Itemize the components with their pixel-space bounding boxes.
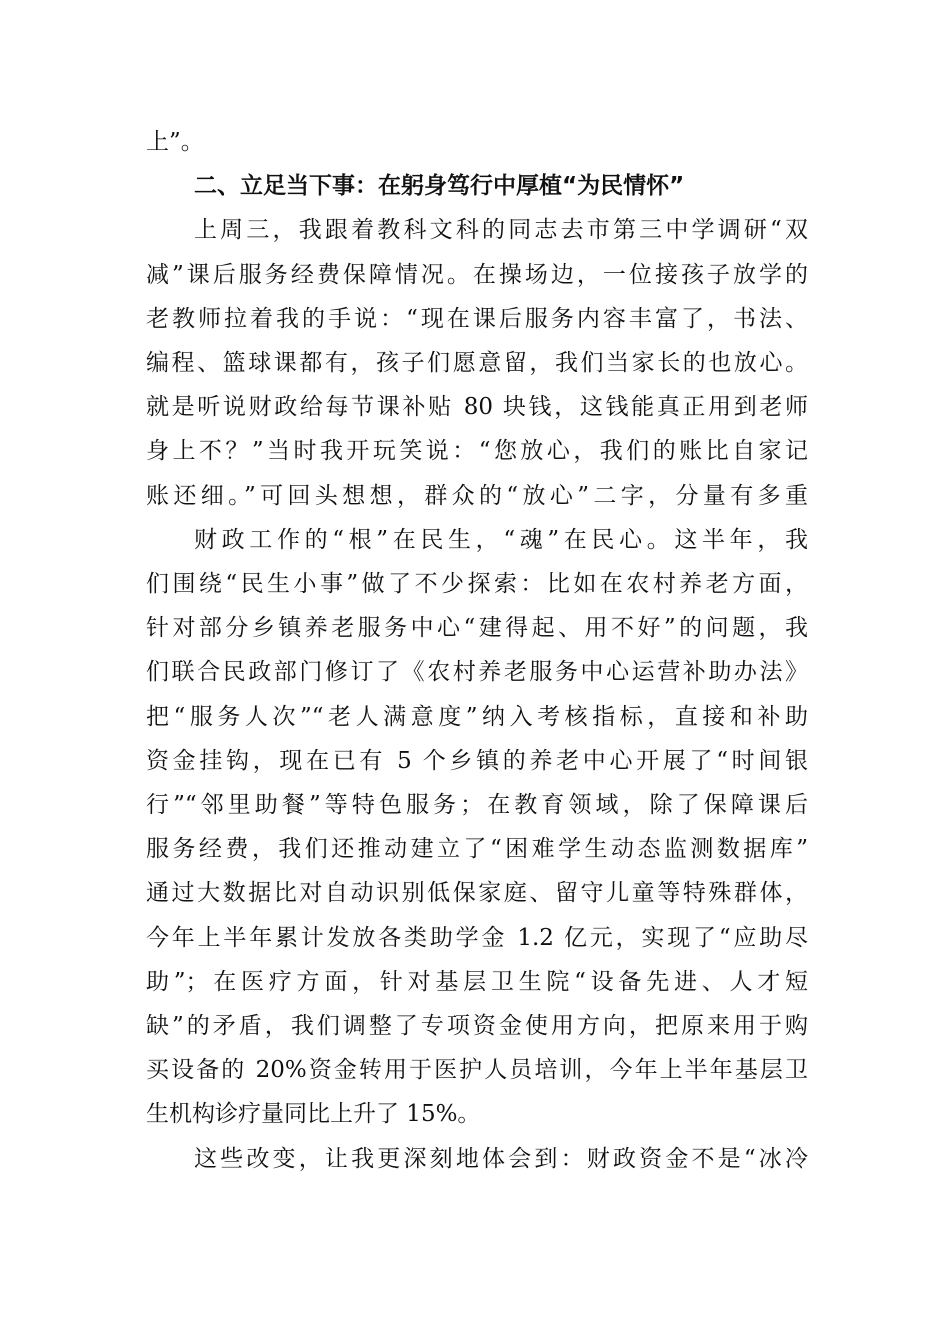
text-line: 把“服务人次”“老人满意度”纳入考核指标，直接和补助 [146,703,808,730]
text-line: 就是听说财政给每节课补贴 80 块钱，这钱能真正用到老师 [146,394,808,421]
text-line: 服务经费，我们还推动建立了“困难学生动态监测数据库” [146,836,808,863]
text-line: 缺”的矛盾，我们调整了专项资金使用方向，把原来用于购 [146,1013,808,1039]
text-line: 老教师拉着我的手说：“现在课后服务内容丰富了，书法、 [146,305,808,332]
text-line: 这些改变，让我更深刻地体会到：财政资金不是“冰冷 [194,1145,808,1172]
text-line: 身上不？”当时我开玩笑说：“您放心，我们的账比自家记 [146,438,808,465]
text-line: 生机构诊疗量同比上升了 15%。 [146,1101,481,1128]
text-line: 行”“邻里助餐”等特色服务；在教育领域，除了保障课后 [146,792,808,818]
text-line: 减”课后服务经费保障情况。在操场边，一位接孩子放学的 [146,261,808,288]
text-line: 资金挂钩，现在已有 5 个乡镇的养老中心开展了“时间银 [146,747,808,774]
text-line: 编程、篮球课都有，孩子们愿意留，我们当家长的也放心。 [146,350,808,376]
section-heading: 二、立足当下事：在躬身笃行中厚植“为民情怀” [194,173,685,200]
text-line: 助”；在医疗方面，针对基层卫生院“设备先进、人才短 [146,968,808,995]
text-line: 通过大数据比对自动识别低保家庭、留守儿童等特殊群体， [146,880,808,907]
text-line: 上”。 [146,129,204,155]
text-line: 针对部分乡镇养老服务中心“建得起、用不好”的问题，我 [146,615,808,642]
text-line: 财政工作的“根”在民生，“魂”在民心。这半年，我 [194,526,808,553]
text-line: 们联合民政部门修订了《农村养老服务中心运营补助办法》 [146,659,808,686]
text-line: 们围绕“民生小事”做了不少探索：比如在农村养老方面， [146,571,808,597]
text-line: 账还细。”可回头想想，群众的“放心”二字，分量有多重 [146,482,808,509]
text-line: 今年上半年累计发放各类助学金 1.2 亿元，实现了“应助尽 [146,924,808,951]
text-line: 买设备的 20%资金转用于医护人员培训，今年上半年基层卫 [146,1057,808,1084]
text-line: 上周三，我跟着教科文科的同志去市第三中学调研“双 [194,217,808,244]
